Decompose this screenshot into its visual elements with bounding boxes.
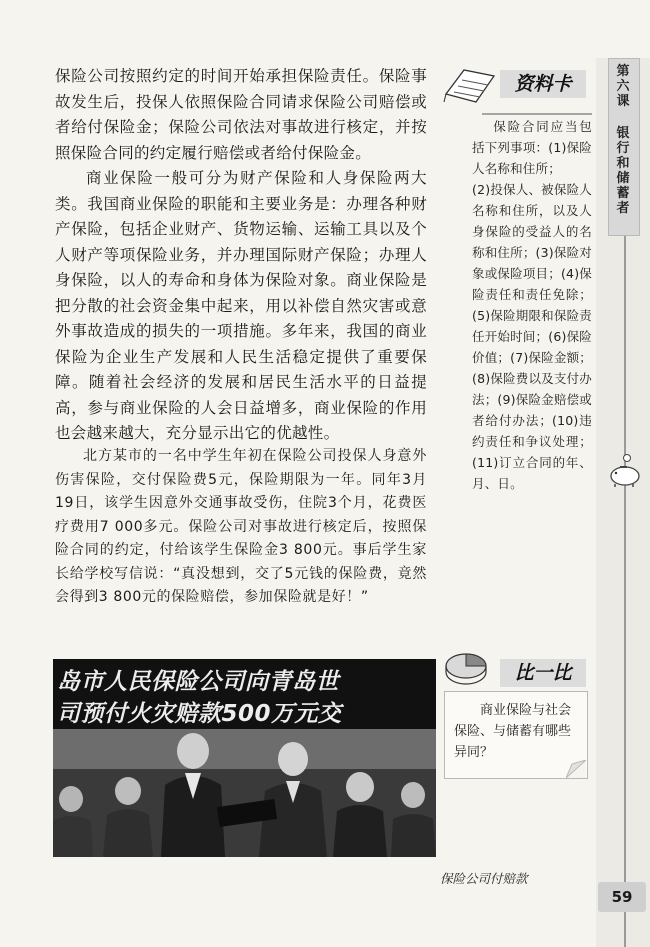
- compare-question: 商业保险与社会保险、与储蓄有哪些异同？: [454, 703, 572, 760]
- page-curl-icon: [566, 760, 586, 778]
- photo-caption: 保险公司付赔款: [440, 871, 528, 886]
- pie-chart-icon: [446, 654, 486, 684]
- info-card-title: 资料卡: [500, 70, 586, 98]
- notebook-icon: [444, 70, 494, 102]
- info-card-items: (2)投保人、被保险人名称和住所，以及人身保险的受益人的名称和住所；(3)保险对象或保险项目；(4)保险责任和责任免除；(5)保险期限和保险责任开始时间；(6)保险价值；(7)保险金额；(8)保险费以及支付办法；(9)保险金赔偿或者给付办法；(10)违约责任和争议处理；(11)订立合同的年、月、日。: [472, 182, 592, 491]
- case-paragraph: 北方某市的一名中学生年初在保险公司投保人身意外伤害保险，交付保险费5元，保险期限为一年。同年3月19日，该学生因意外交通事故受伤，住院3个月，花费医疗费用7 000多元。保险公司对事故进行核定后，按照保险合同的约定，付给该学生保险金3 800元。事后学生家长给学校写信说：“真没想到，交了5元钱的保险费，竟然会得到3 800元的保险赔偿，参加保险就是好！”: [55, 448, 427, 605]
- piggy-bank-icon: [602, 452, 648, 488]
- compare-card-title: 比一比: [500, 659, 586, 687]
- main-text: [55, 64, 427, 447]
- info-card-body: [472, 116, 592, 494]
- paragraph-2: 商业保险一般可分为财产保险和人身保险两大类。我国商业保险的职能和主要业务是：办理各种财产保险，包括企业财产、货物运输、运输工具以及个人财产等项保险业务，并办理国际财产保险；办理人身保险，以人的寿命和身体为保险对象。商业保险是把分散的社会资金集中起来，用以补偿自然灾害或意外事故造成的损失的一项措施。多年来，我国的商业保险为企业生产发展和人民生活稳定提供了重要保障。随着社会经济的发展和居民生活水平的日益提高，参与商业保险的人会日益增多，商业保险的作用也会越来越大，充分显示出它的优越性。: [55, 169, 427, 442]
- lesson-title: 银行和储蓄者: [616, 126, 630, 216]
- banner-line-2: 司预付火灾赔款500万元交: [57, 701, 342, 727]
- lesson-label: 第六课: [616, 64, 630, 109]
- photo-banner: [53, 659, 436, 729]
- photo-scene: [53, 729, 436, 857]
- paragraph-1: 保险公司按照约定的时间开始承担保险责任。保险事故发生后，投保人依照保险合同请求保险公司赔偿或者给付保险金；保险公司依法对事故进行核定，并按照保险合同的约定履行赔偿或者给付保险金。: [55, 67, 427, 162]
- news-photo: [53, 659, 436, 857]
- page-number: 59: [598, 882, 646, 912]
- banner-line-1: 岛市人民保险公司向青岛世: [57, 669, 339, 695]
- case-story: [55, 445, 427, 610]
- info-card-intro: 保险合同应当包括下列事项：(1)保险人名称和住所；: [472, 119, 592, 176]
